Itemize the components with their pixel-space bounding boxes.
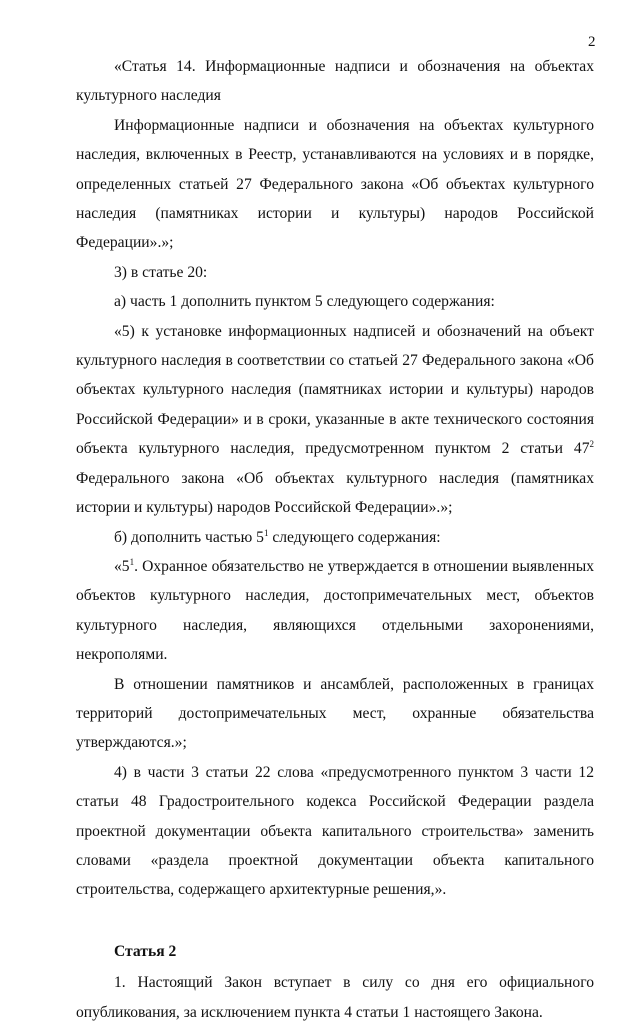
article-14-body: Информационные надписи и обозначения на объектах культурного наследия, включенных в Реестр, устанавливаются на условиях и в порядке, определенных статьей 27 Федерального закона «Об объектах культурного наследия (памятниках истории и культуры) народов Российской Федерации».»;: [76, 116, 594, 252]
superscript: 2: [589, 439, 594, 450]
part-5-1-text-part1: «5: [114, 557, 130, 575]
item-3b-intro: [76, 523, 594, 552]
item-3a-intro: а) часть 1 дополнить пунктом 5 следующего содержания:: [114, 293, 495, 311]
superscript: 1: [263, 527, 269, 538]
item-3b-text-part1: б) дополнить частью 5: [114, 528, 264, 546]
article-2-item-1: 1. Настоящий Закон вступает в силу со дня его официального опубликования, за исключением пункта 4 статьи 1 настоящего Закона.: [76, 974, 594, 1021]
item-4-body: 4) в части 3 статьи 22 слова «предусмотренного пунктом 3 части 12 статьи 48 Градостроительного кодекса Российской Федерации раздела проектной документации объекта капитального строительства» заменить словами «раздела проектной документации объекта капитального строительства, содержащего архитектурные решения,».: [76, 763, 594, 899]
page-number: 2: [588, 34, 596, 50]
superscript: 1: [129, 556, 135, 567]
part-5-1-text-part2: . Охранное обязательство не утверждается в отношении выявленных объектов культурного наследия, достопримечательных мест, объектов культурного наследия, являющихся отдельными захоронениями, некрополями.: [76, 557, 594, 664]
article-14-title: «Статья 14. Информационные надписи и обозначения на объектах культурного наследия: [76, 58, 594, 105]
document-body: [76, 52, 594, 1027]
item-3-intro: 3) в статье 20:: [114, 263, 208, 281]
part-5-1-continuation: В отношении памятников и ансамблей, расположенных в границах территорий достопримечательных мест, охранные обязательства утверждаются.»;: [76, 675, 594, 752]
article-2-heading: Статья 2: [114, 942, 177, 960]
item-3a-text-part2: Федерального закона «Об объектах культурного наследия (памятниках истории и культуры) народов Российской Федерации».»;: [76, 469, 594, 517]
item-3a-body: [76, 317, 594, 523]
part-5-1-body: [76, 552, 594, 670]
item-3b-text-part2: следующего содержания:: [268, 528, 441, 546]
item-3a-text-part1: «5) к установке информационных надписей и обозначений на объект культурного наследия в соответствии со статьей 27 Федерального закона «Об объектах культурного наследия (памятниках истории и культуры) народов Российской Федерации» и в сроки, указанные в акте технического состояния объекта культурного наследия, предусмотренном пунктом 2 статьи 47: [76, 322, 594, 458]
